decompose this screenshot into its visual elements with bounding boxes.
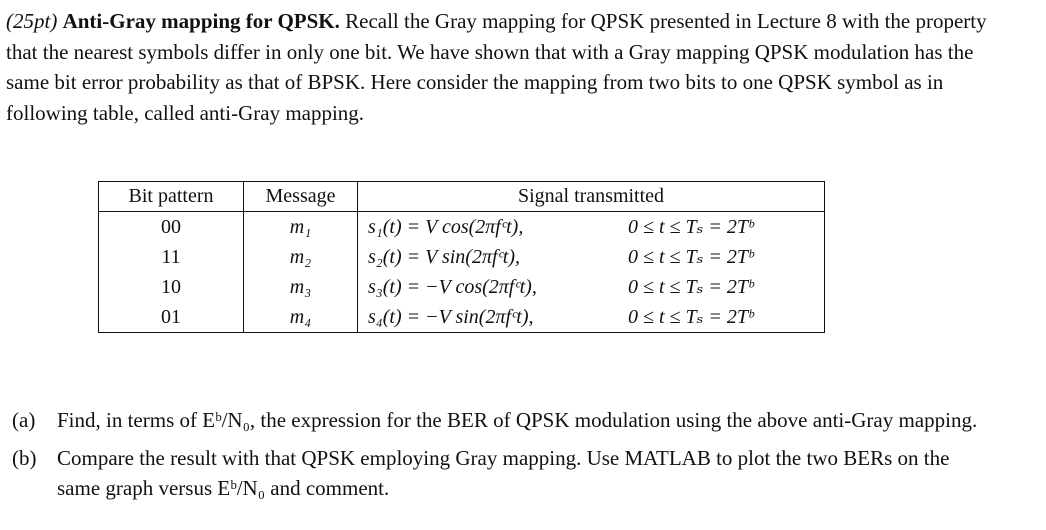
time-condition: 0 ≤ t ≤ Tₛ = 2Tᵇ [628,276,754,298]
mapping-table [98,181,825,333]
bit-pattern-cell: 00 [99,212,244,243]
signal-expression: s₃(t) = −V cos(2πfᶜt), [368,276,537,298]
part-text: Compare the result with that QPSK employing Gray mapping. Use MATLAB to plot the two BERs on the same graph versus Eᵇ/N₀ and comment. [57,446,950,500]
message-cell: m₄ [244,302,358,333]
part-label: (b) [12,446,37,470]
time-condition: 0 ≤ t ≤ Tₛ = 2Tᵇ [628,216,754,238]
question-part-a [12,405,992,435]
header-signal: Signal transmitted [358,182,825,212]
time-condition: 0 ≤ t ≤ Tₛ = 2Tᵇ [628,306,754,328]
problem-statement [6,6,1006,128]
table-header-row [99,182,825,212]
signal-cell [358,242,825,272]
part-text: Find, in terms of Eᵇ/N₀, the expression for the BER of QPSK modulation using the above anti-Gray mapping. [57,408,978,432]
bit-pattern-cell: 01 [99,302,244,333]
time-condition: 0 ≤ t ≤ Tₛ = 2Tᵇ [628,246,754,268]
message-cell: m₂ [244,242,358,272]
question-part-b [12,443,992,503]
table-row [99,302,825,333]
message-cell: m₃ [244,272,358,302]
table-row [99,242,825,272]
signal-expression: s₁(t) = V cos(2πfᶜt), [368,216,524,238]
problem-title: Anti-Gray mapping for QPSK. [62,9,340,33]
signal-cell [358,212,825,243]
problem-intro: Recall the Gray mapping for QPSK presented in Lecture 8 with the property that the nearest symbols differ in only one bit. We have shown that with a Gray mapping QPSK modulation has the same bit error probability as that of BPSK. Here consider the mapping from two bits to one QPSK symbol as in following table, called anti-Gray mapping. [6,9,987,125]
signal-cell [358,302,825,333]
signal-cell [358,272,825,302]
question-parts [12,405,992,511]
signal-expression: s₂(t) = V sin(2πfᶜt), [368,246,521,268]
header-bit-pattern: Bit pattern [99,182,244,212]
table-row [99,272,825,302]
bit-pattern-cell: 11 [99,242,244,272]
signal-expression: s₄(t) = −V sin(2πfᶜt), [368,306,534,328]
table-row [99,212,825,243]
header-message: Message [244,182,358,212]
problem-points: (25pt) [6,9,58,33]
message-cell: m₁ [244,212,358,243]
part-label: (a) [12,408,36,432]
bit-pattern-cell: 10 [99,272,244,302]
